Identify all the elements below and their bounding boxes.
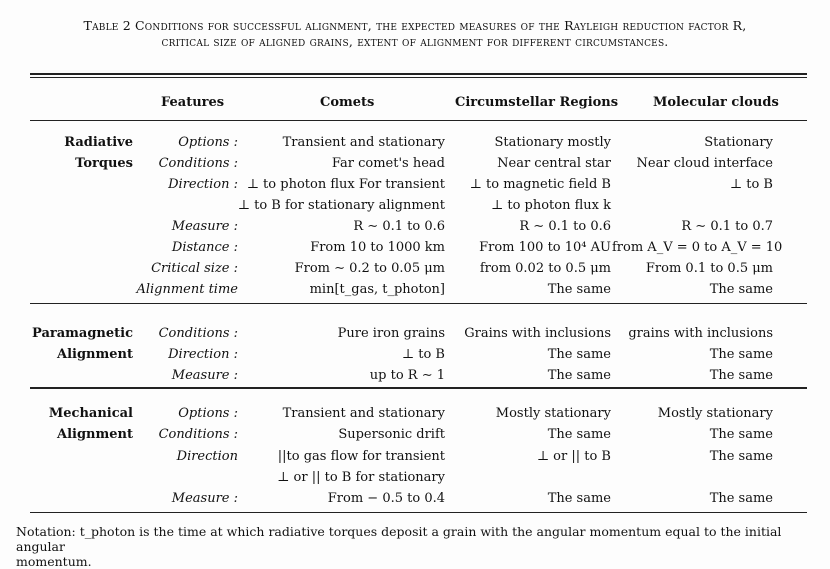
molecular-cell: Near cloud interface	[636, 156, 773, 171]
feature-cell: Options :	[178, 406, 238, 421]
comets-cell: From − 0.5 to 0.4	[327, 491, 445, 506]
table-row	[0, 195, 830, 216]
group-label: Mechanical	[48, 406, 133, 421]
molecular-cell: The same	[709, 491, 773, 506]
feature-cell: Distance :	[171, 240, 238, 255]
comets-cell: ⊥ to B for stationary alignment	[237, 198, 445, 213]
caption-line-2: critical size of aligned grains, extent of alignment for different circumstances.	[161, 34, 669, 49]
header-rule	[30, 120, 807, 121]
feature-cell: Critical size :	[151, 261, 238, 276]
feature-cell: Measure :	[171, 491, 238, 506]
comets-cell: ⊥ to B	[401, 347, 445, 362]
comets-cell: Far comet's head	[331, 156, 445, 171]
table-row	[0, 467, 830, 488]
table-row	[0, 344, 830, 365]
circumstellar-cell: The same	[547, 347, 611, 362]
feature-cell: Conditions :	[158, 326, 238, 341]
circumstellar-cell: The same	[547, 491, 611, 506]
group-label: Paramagnetic	[32, 326, 133, 341]
table-row	[0, 424, 830, 445]
feature-cell: Options :	[178, 135, 238, 150]
feature-cell: Measure :	[171, 219, 238, 234]
table-row	[0, 365, 830, 386]
feature-cell: Conditions :	[158, 156, 238, 171]
molecular-cell: Mostly stationary	[657, 406, 773, 421]
molecular-cell: ⊥ to B	[729, 177, 773, 192]
molecular-cell: From 0.1 to 0.5 μm	[645, 261, 773, 276]
section-rule-paramagnetic	[30, 387, 807, 389]
comets-cell: Transient and stationary	[282, 406, 445, 421]
feature-cell: Conditions :	[158, 427, 238, 442]
table-row	[0, 237, 830, 258]
bottom-rule	[30, 512, 807, 513]
feature-cell: Direction :	[168, 347, 238, 362]
comets-cell: up to R ∼ 1	[369, 368, 445, 383]
comets-cell: Supersonic drift	[338, 427, 445, 442]
header-comets: Comets	[320, 95, 375, 110]
feature-cell: Direction :	[168, 177, 238, 192]
table-row	[0, 323, 830, 344]
table-row	[0, 279, 830, 300]
molecular-cell: from A_V = 0 to A_V = 10	[612, 240, 783, 255]
section-rule-radiative	[30, 303, 807, 304]
circumstellar-cell: The same	[547, 427, 611, 442]
table-caption	[20, 18, 810, 50]
comets-cell: ⊥ or || to B for stationary	[277, 470, 445, 485]
circumstellar-cell: Near central star	[497, 156, 611, 171]
molecular-cell: The same	[709, 347, 773, 362]
molecular-cell: The same	[709, 427, 773, 442]
header-molecular: Molecular clouds	[653, 95, 779, 110]
top-rule-thin	[30, 77, 807, 78]
feature-cell: Measure :	[171, 368, 238, 383]
molecular-cell: grains with inclusions	[628, 326, 773, 341]
feature-cell: Alignment time	[136, 282, 238, 297]
circumstellar-cell: R ∼ 0.1 to 0.6	[519, 219, 611, 234]
feature-cell: Direction	[176, 449, 238, 464]
comets-cell: ||to gas flow for transient	[277, 449, 445, 464]
circumstellar-cell: ⊥ to magnetic field B	[469, 177, 611, 192]
molecular-cell: The same	[709, 368, 773, 383]
circumstellar-cell: Mostly stationary	[495, 406, 611, 421]
table-row	[0, 132, 830, 153]
notation-footnote	[16, 524, 816, 569]
circumstellar-cell: The same	[547, 282, 611, 297]
circumstellar-cell: ⊥ to photon flux k	[490, 198, 611, 213]
molecular-cell: The same	[709, 282, 773, 297]
header-features: Features	[161, 95, 225, 110]
comets-cell: min[t_gas, t_photon]	[309, 282, 445, 297]
comets-cell: From 10 to 1000 km	[310, 240, 445, 255]
table-row	[0, 258, 830, 279]
comets-cell: Pure iron grains	[337, 326, 445, 341]
molecular-cell: R ∼ 0.1 to 0.7	[681, 219, 773, 234]
note-line-2: momentum.	[16, 554, 92, 569]
comets-cell: R ∼ 0.1 to 0.6	[353, 219, 445, 234]
molecular-cell: Stationary	[704, 135, 773, 150]
header-circumstellar: Circumstellar Regions	[455, 95, 619, 110]
table-row	[0, 153, 830, 174]
circumstellar-cell: The same	[547, 368, 611, 383]
note-line-1: Notation: t_photon is the time at which radiative torques deposit a grain with the angular momentum equal to the initial angular	[16, 524, 782, 554]
circumstellar-cell: From 100 to 10⁴ AU	[479, 240, 611, 255]
table-row	[0, 174, 830, 195]
circumstellar-cell: from 0.02 to 0.5 μm	[479, 261, 611, 276]
group-label: Radiative	[64, 135, 133, 150]
molecular-cell: The same	[709, 449, 773, 464]
table-row	[0, 403, 830, 424]
table-row	[0, 446, 830, 467]
comets-cell: From ∼ 0.2 to 0.05 μm	[294, 261, 445, 276]
comets-cell: ⊥ to photon flux For transient	[246, 177, 445, 192]
top-rule	[30, 73, 807, 75]
table-row	[0, 216, 830, 237]
caption-line-1: Table 2 Conditions for successful alignment, the expected measures of the Rayleigh reduction factor R,	[83, 18, 747, 33]
group-label: Alignment	[57, 427, 133, 442]
circumstellar-cell: Stationary mostly	[494, 135, 611, 150]
circumstellar-cell: ⊥ or || to B	[536, 449, 611, 464]
group-label: Torques	[75, 156, 133, 171]
group-label: Alignment	[57, 347, 133, 362]
table-row	[0, 488, 830, 509]
comets-cell: Transient and stationary	[282, 135, 445, 150]
circumstellar-cell: Grains with inclusions	[464, 326, 611, 341]
